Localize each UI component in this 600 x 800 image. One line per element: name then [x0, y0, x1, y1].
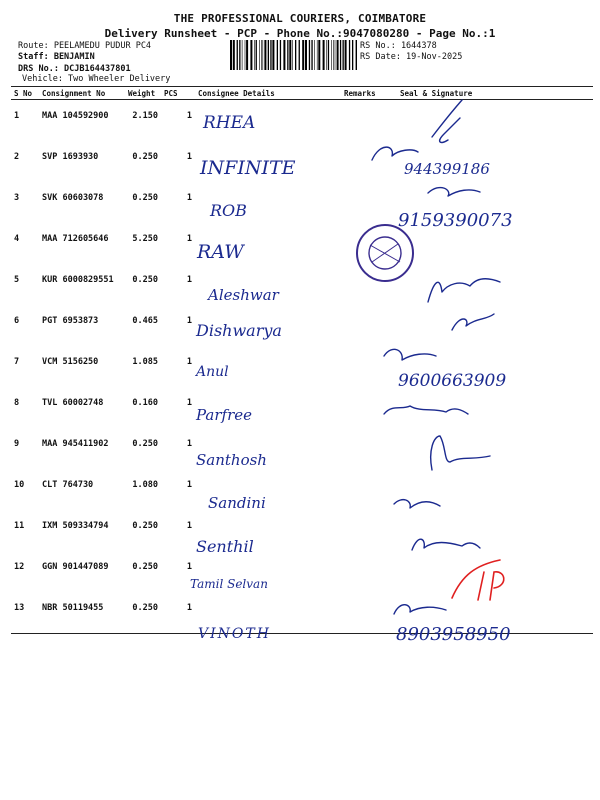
- row-seal-signature: [397, 141, 593, 182]
- row-seal-signature: [397, 223, 593, 264]
- row-remarks: [341, 592, 397, 634]
- row-remarks: [341, 100, 397, 142]
- row-seal-signature: [397, 305, 593, 346]
- table-row: [11, 510, 593, 551]
- row-sno: 6: [14, 316, 20, 326]
- barcode-image: [230, 40, 357, 70]
- table-row: [11, 182, 593, 223]
- row-consignment-no: SVP 1693930: [42, 152, 99, 162]
- consignee-sign-11: Senthil: [196, 537, 254, 556]
- row-weight: 0.465: [132, 316, 158, 326]
- row-weight: 1.080: [132, 480, 158, 490]
- table-row: [11, 387, 593, 428]
- row-consignee-details: [195, 141, 341, 182]
- row-weight: 1.085: [132, 357, 158, 367]
- row-sno: 9: [14, 439, 20, 449]
- consignee-sign-10: Sandini: [208, 494, 266, 512]
- table-row: [11, 428, 593, 469]
- row-consignment-no: PGT 6953873: [42, 316, 99, 326]
- row-consignee-details: [195, 551, 341, 592]
- row-consignee-details: [195, 305, 341, 346]
- row-remarks: [341, 305, 397, 346]
- row-pcs: 1: [161, 592, 195, 634]
- consignee-sign-1: RHEA: [203, 113, 256, 133]
- row-seal-signature: [397, 182, 593, 223]
- table-header: [11, 87, 593, 100]
- row-remarks: [341, 346, 397, 387]
- row-remarks: [341, 510, 397, 551]
- consignee-sign-7: Anul: [196, 364, 229, 380]
- row-remarks: [341, 141, 397, 182]
- row-remarks: [341, 469, 397, 510]
- rs-date: RS Date: 19-Nov-2025: [360, 52, 463, 62]
- phone-4: 8903958950: [396, 624, 511, 645]
- consignee-sign-13: VINOTH: [198, 626, 271, 642]
- runsheet-table: [11, 86, 593, 634]
- col-sno: S No: [11, 87, 39, 100]
- row-sno: 13: [11, 592, 39, 634]
- row-pcs: 1: [186, 357, 192, 367]
- row-pcs: 1: [186, 316, 192, 326]
- row-remarks: [341, 182, 397, 223]
- col-weight: Weight: [125, 87, 161, 100]
- row-consignee-details: [195, 100, 341, 142]
- row-pcs: 1: [186, 480, 192, 490]
- row-pcs: 1: [186, 152, 192, 162]
- row-remarks: [341, 264, 397, 305]
- row-consignee-details: [195, 510, 341, 551]
- row-sno: 4: [14, 234, 20, 244]
- row-seal-signature: [397, 428, 593, 469]
- vehicle-label: Vehicle: Two Wheeler Delivery: [22, 74, 171, 84]
- phone-3: 9600663909: [398, 371, 507, 391]
- row-weight: 0.250: [132, 152, 158, 162]
- consignee-sign-12: Tamil Selvan: [190, 577, 268, 591]
- consignee-sign-2: INFINITE: [200, 157, 296, 179]
- row-remarks: [341, 387, 397, 428]
- row-seal-signature: [397, 510, 593, 551]
- col-consignee: Consignee Details: [195, 87, 341, 100]
- phone-2: 9159390073: [398, 210, 513, 231]
- row-sno: 12: [14, 562, 25, 572]
- row-consignment-no: MAA 712605646: [42, 234, 109, 244]
- row-remarks: [341, 551, 397, 592]
- staff-label: Staff: BENJAMIN: [18, 52, 95, 62]
- col-remarks: Remarks: [341, 87, 397, 100]
- row-pcs: 1: [186, 234, 192, 244]
- row-consignment-no: GGN 901447089: [42, 562, 109, 572]
- col-consignment: Consignment No: [39, 87, 125, 100]
- row-weight: 5.250: [132, 234, 158, 244]
- consignee-sign-8: Parfree: [196, 406, 253, 424]
- runsheet-subtitle: Delivery Runsheet - PCP - Phone No.:9047080280 - Page No.:1: [104, 27, 496, 40]
- consignee-sign-9: Santhosh: [196, 451, 267, 469]
- table-row: [11, 592, 593, 634]
- row-sno: 10: [14, 480, 25, 490]
- drs-number: DRS No.: DCJB164437801: [18, 64, 131, 74]
- row-pcs: 1: [186, 439, 192, 449]
- table-row: [11, 141, 593, 182]
- table-row: [11, 346, 593, 387]
- row-weight: 0.250: [132, 439, 158, 449]
- row-sno: 2: [14, 152, 20, 162]
- rs-number: RS No.: 1644378: [360, 41, 437, 51]
- row-consignee-details: [195, 592, 341, 634]
- consignee-sign-5: Aleshwar: [208, 286, 279, 304]
- row-seal-signature: [397, 387, 593, 428]
- row-consignee-details: [195, 346, 341, 387]
- row-consignment-no: NBR 50119455: [39, 592, 125, 634]
- row-seal-signature: [397, 264, 593, 305]
- col-seal: Seal & Signature: [397, 87, 593, 100]
- row-sno: 11: [14, 521, 25, 531]
- row-weight: 0.250: [132, 562, 158, 572]
- row-consignee-details: [195, 223, 341, 264]
- row-pcs: 1: [186, 111, 192, 121]
- row-consignment-no: MAA 945411902: [42, 439, 109, 449]
- table-row: [11, 305, 593, 346]
- row-seal-signature: [397, 592, 593, 634]
- row-consignment-no: SVK 60603078: [42, 193, 104, 203]
- row-pcs: 1: [186, 275, 192, 285]
- table-row: [11, 100, 593, 142]
- table-row: [11, 551, 593, 592]
- row-weight: 0.250: [125, 592, 161, 634]
- consignee-sign-6: Dishwarya: [196, 321, 282, 340]
- route-label: Route: PEELAMEDU PUDUR PC4: [18, 41, 152, 51]
- table-row: [11, 223, 593, 264]
- table-row: [11, 469, 593, 510]
- consignee-sign-4: RAW: [197, 241, 244, 263]
- row-consignment-no: MAA 104592900: [42, 111, 109, 121]
- row-remarks: [341, 428, 397, 469]
- row-weight: 0.250: [132, 193, 158, 203]
- row-sno: 1: [14, 111, 20, 121]
- row-consignee-details: [195, 387, 341, 428]
- row-seal-signature: [397, 469, 593, 510]
- row-pcs: 1: [186, 193, 192, 203]
- row-pcs: 1: [186, 562, 192, 572]
- row-consignment-no: KUR 6000829551: [42, 275, 114, 285]
- row-consignee-details: [195, 264, 341, 305]
- row-weight: 0.250: [132, 275, 158, 285]
- row-consignment-no: CLT 764730: [42, 480, 94, 490]
- row-sno: 3: [14, 193, 20, 203]
- row-seal-signature: [397, 551, 593, 592]
- row-seal-signature: [397, 100, 593, 142]
- row-sno: 8: [14, 398, 20, 408]
- col-pcs: PCS: [161, 87, 195, 100]
- row-consignment-no: TVL 60002748: [42, 398, 104, 408]
- row-weight: 2.150: [132, 111, 158, 121]
- company-title: THE PROFESSIONAL COURIERS, COIMBATORE: [173, 12, 427, 25]
- row-consignee-details: [195, 428, 341, 469]
- row-weight: 0.160: [132, 398, 158, 408]
- row-consignee-details: [195, 469, 341, 510]
- phone-1: 944399186: [404, 160, 490, 178]
- row-consignee-details: [195, 182, 341, 223]
- consignee-sign-3: ROB: [210, 201, 247, 220]
- row-remarks: [341, 223, 397, 264]
- table-row: [11, 264, 593, 305]
- row-consignment-no: IXM 509334794: [42, 521, 109, 531]
- row-pcs: 1: [186, 521, 192, 531]
- row-seal-signature: [397, 346, 593, 387]
- row-sno: 7: [14, 357, 20, 367]
- row-sno: 5: [14, 275, 20, 285]
- row-weight: 0.250: [132, 521, 158, 531]
- row-pcs: 1: [186, 398, 192, 408]
- row-consignment-no: VCM 5156250: [42, 357, 99, 367]
